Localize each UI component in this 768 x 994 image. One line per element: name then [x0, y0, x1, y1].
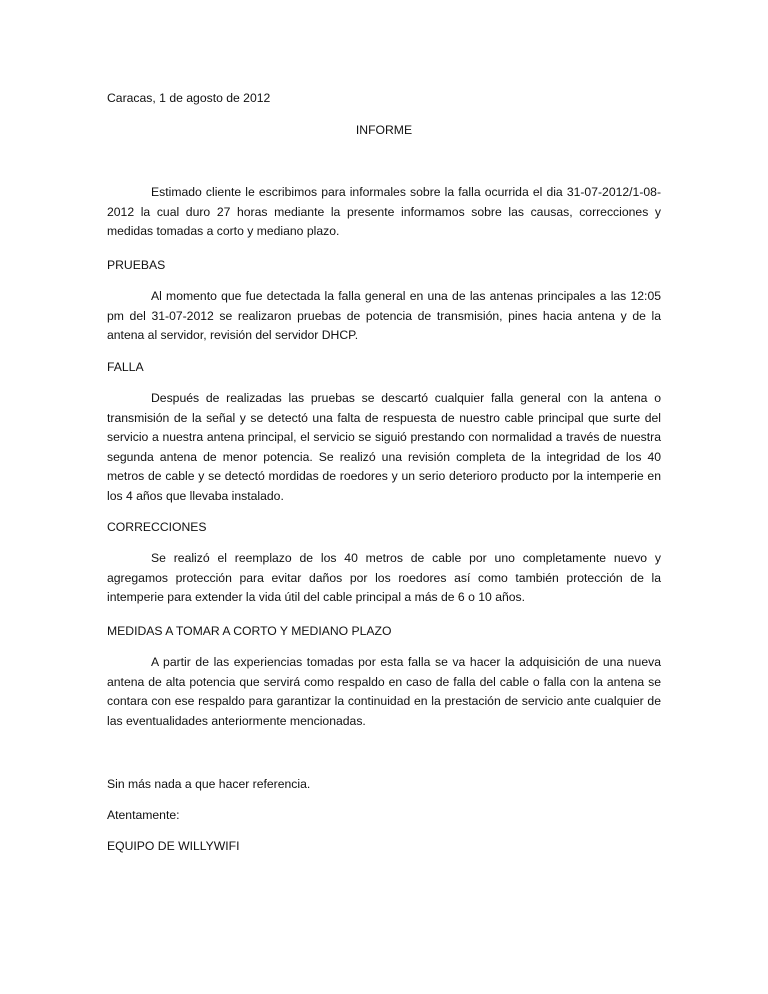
section-body-correcciones: Se realizó el reemplazo de los 40 metros de cable por uno completamente nuevo y agregamos protección para evitar daños por los roedores así como también protección de la intemperie para extender la vida útil del cable principal a más de 6 o 10 años.	[107, 551, 661, 604]
document-title: INFORME	[355, 123, 413, 137]
sign-off: Atentamente:	[107, 808, 180, 822]
section-body-falla: Después de realizadas las pruebas se descartó cualquier falla general con la antena o transmisión de la señal y se detectó una falta de respuesta de nuestro cable principal que surte del servicio a nuestra antena principal, el servicio se siguió prestando con normalidad a través de nuestra segunda antena de menor potencia. Se realizó una revisión completa de la integridad de los 40 metros de cable y se detectó mordidas de roedores y un serio deterioro producto por la intemperie en los 4 años que llevaba instalado.	[107, 391, 661, 503]
section-body-pruebas: Al momento que fue detectada la falla general en una de las antenas principales a las 12:05 pm del 31-07-2012 se realizaron pruebas de potencia de transmisión, pines hacia antena y de la antena al servidor, revisión del servidor DHCP.	[107, 289, 661, 342]
section-heading-medidas: MEDIDAS A TOMAR A CORTO Y MEDIANO PLAZO	[107, 624, 392, 638]
section-body-medidas: A partir de las experiencias tomadas por esta falla se va hacer la adquisición de una nueva antena de alta potencia que servirá como respaldo en caso de falla del cable o falla con la antena se contara con ese respaldo para garantizar la continuidad en la prestación de servicio ante cualquier de las eventualidades anteriormente mencionadas.	[107, 655, 661, 728]
date-line: Caracas, 1 de agosto de 2012	[107, 91, 271, 105]
section-heading-correcciones: CORRECCIONES	[107, 520, 207, 534]
section-heading-falla: FALLA	[107, 360, 144, 374]
signature: EQUIPO DE WILLYWIFI	[107, 839, 240, 853]
section-heading-pruebas: PRUEBAS	[107, 258, 166, 272]
intro-paragraph: Estimado cliente le escribimos para informales sobre la falla ocurrida el dia 31-07-2012/1-08-2012 la cual duro 27 horas mediante la presente informamos sobre las causas, correcciones y medidas tomadas a corto y mediano plazo.	[107, 185, 661, 238]
closing-line: Sin más nada a que hacer referencia.	[107, 777, 311, 791]
